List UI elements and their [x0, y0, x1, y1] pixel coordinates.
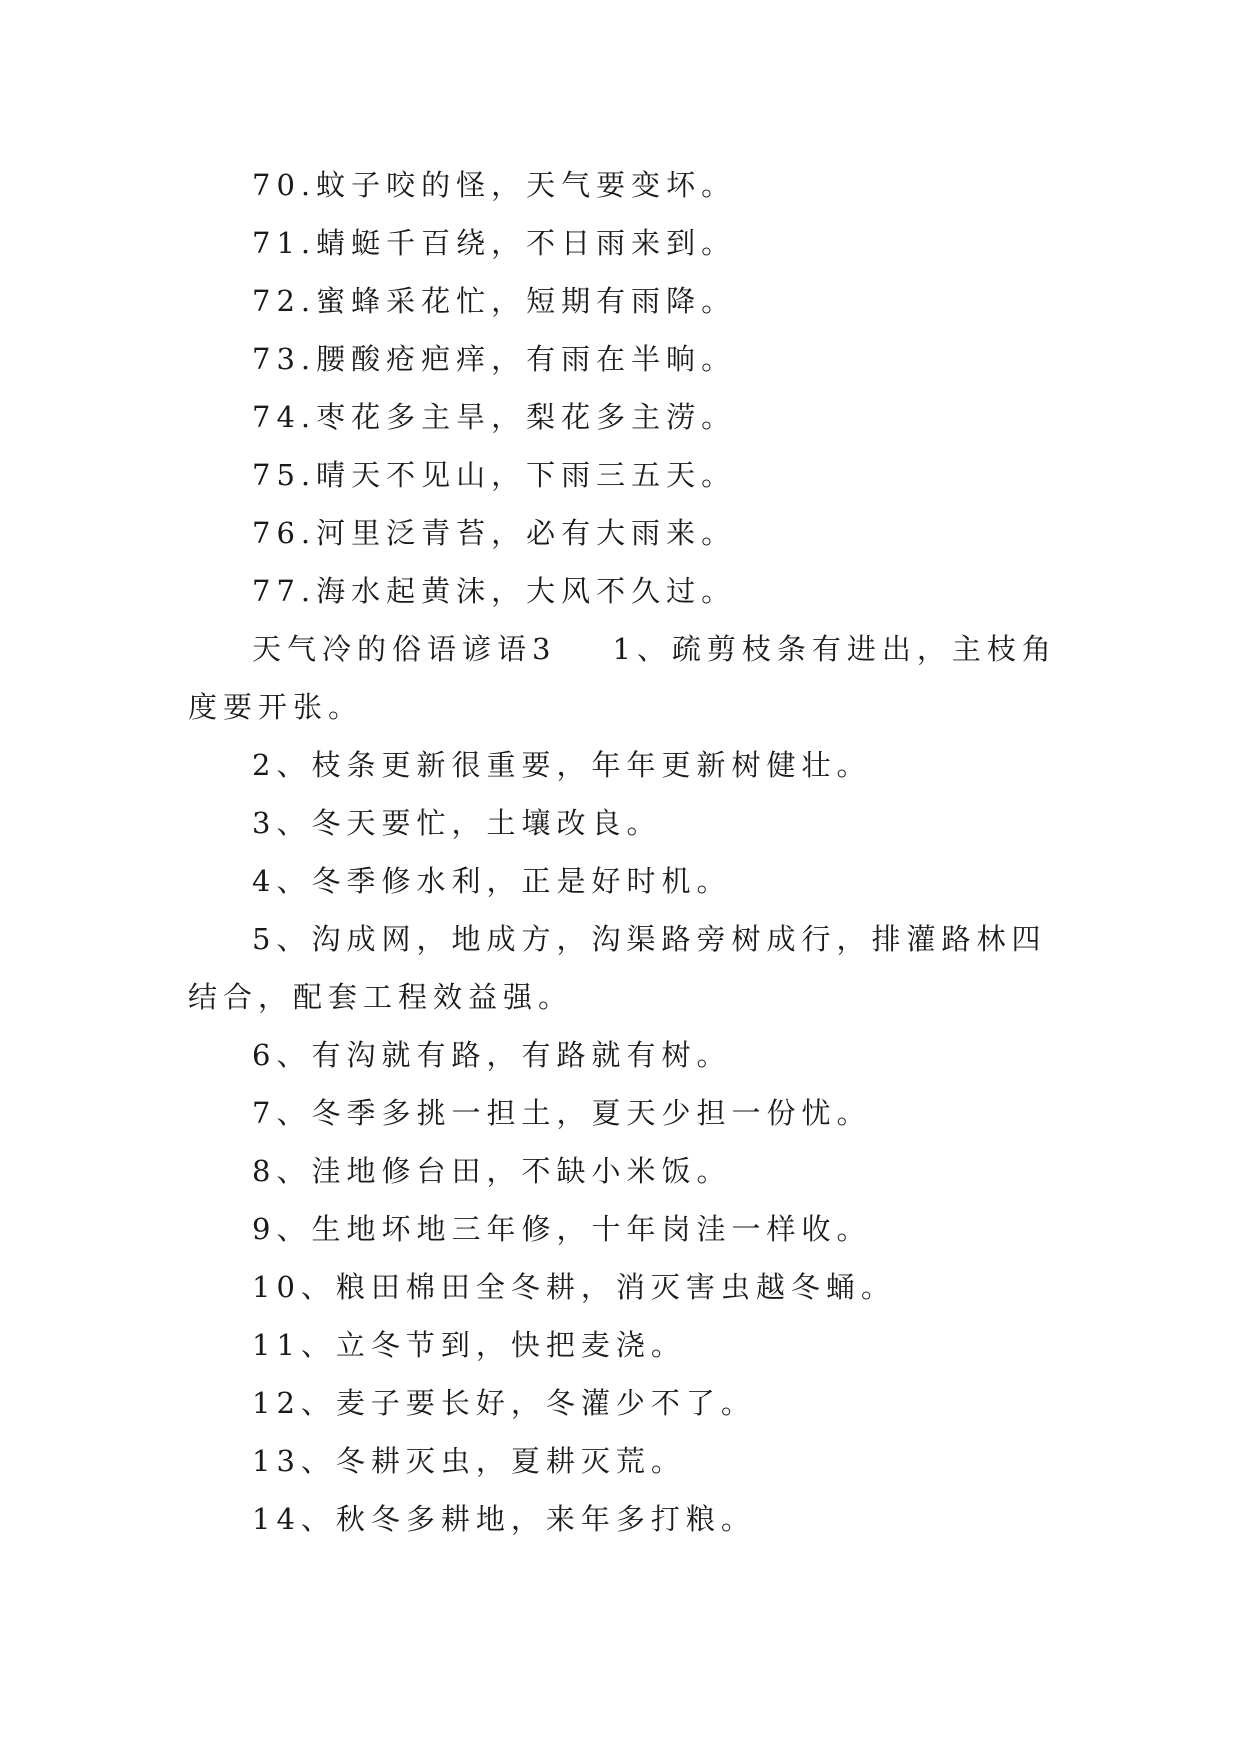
document-body [188, 156, 1058, 1548]
section-heading: 天气冷的俗语谚语3 [252, 632, 557, 666]
section-paragraph [188, 620, 1058, 736]
list-item: 77.海水起黄沫，大风不久过。 [252, 574, 737, 608]
list-item: 4、冬季修水利，正是好时机。 [252, 864, 732, 898]
list-item: 13、冬耕灭虫，夏耕灭荒。 [252, 1444, 686, 1478]
list-item: 70.蚊子咬的怪，天气要变坏。 [252, 168, 737, 202]
list-item: 76.河里泛青苔，必有大雨来。 [252, 516, 737, 550]
list-item: 1、疏剪枝条有进出，主枝角度要开张。 [188, 632, 1057, 724]
list-item: 73.腰酸疮疤痒，有雨在半晌。 [252, 342, 737, 376]
list-item: 72.蜜蜂采花忙，短期有雨降。 [252, 284, 737, 318]
list-item: 5、沟成网，地成方，沟渠路旁树成行，排灌路林四结合，配套工程效益强。 [188, 922, 1047, 1014]
list-item: 9、生地坏地三年修，十年岗洼一样收。 [252, 1212, 872, 1246]
list-item: 3、冬天要忙，土壤改良。 [252, 806, 662, 840]
list-item: 12、麦子要长好，冬灌少不了。 [252, 1386, 756, 1420]
list-item: 2、枝条更新很重要，年年更新树健壮。 [252, 748, 872, 782]
list-item: 75.晴天不见山，下雨三五天。 [252, 458, 737, 492]
list-item: 6、有沟就有路，有路就有树。 [252, 1038, 732, 1072]
list-item: 74.枣花多主旱，梨花多主涝。 [252, 400, 737, 434]
list-item: 14、秋冬多耕地，来年多打粮。 [252, 1502, 756, 1536]
list-item: 11、立冬节到，快把麦浇。 [252, 1328, 686, 1362]
list-item: 71.蜻蜓千百绕，不日雨来到。 [252, 226, 737, 260]
list-item: 7、冬季多挑一担土，夏天少担一份忧。 [252, 1096, 872, 1130]
list-item: 8、洼地修台田，不缺小米饭。 [252, 1154, 732, 1188]
list-item: 10、粮田棉田全冬耕，消灭害虫越冬蛹。 [252, 1270, 896, 1304]
